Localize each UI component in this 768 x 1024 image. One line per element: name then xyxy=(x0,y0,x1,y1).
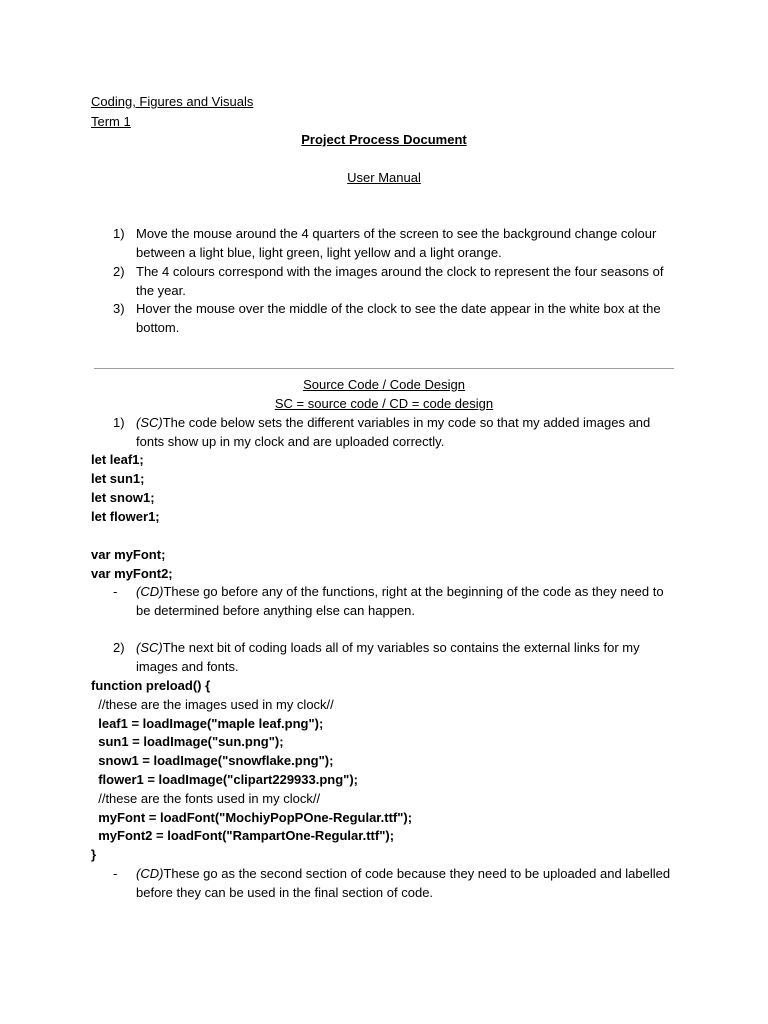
note-body: These go as the second section of code because they need to be uploaded and labelled before they can be used in the final section of code. xyxy=(136,866,671,900)
note-body: These go before any of the functions, right at the beginning of the code as they need to be determined before anything else can happen. xyxy=(136,584,664,618)
code-comment: //these are the fonts used in my clock// xyxy=(91,790,321,806)
step-number: 1) xyxy=(113,415,125,430)
step-text: The 4 colours correspond with the images around the clock to represent the four seasons of the year. xyxy=(136,264,664,298)
step-body: The code below sets the different variables in my code so that my added images and fonts show up in my clock and are uploaded correctly. xyxy=(136,415,651,449)
step-text xyxy=(136,413,681,451)
code-line: myFont = loadFont("MochiyPopPOne-Regular.ttf"); xyxy=(91,809,413,825)
code-line: let snow1; xyxy=(91,490,155,505)
step-body: The next bit of coding loads all of my variables so contains the external links for my images and fonts. xyxy=(136,640,640,674)
term-label: Term 1 xyxy=(91,114,131,129)
code-line: let flower1; xyxy=(91,509,160,524)
note-text xyxy=(136,864,681,902)
code-line: flower1 = loadImage("clipart229933.png"); xyxy=(91,772,358,787)
code-line: sun1 = loadImage("sun.png"); xyxy=(91,734,284,750)
step-number: 2) xyxy=(113,640,125,655)
code-line: var myFont2; xyxy=(91,566,173,581)
bullet-dash: - xyxy=(113,866,118,881)
code-line: snow1 = loadImage("snowflake.png"); xyxy=(91,753,334,769)
user-manual-heading: User Manual xyxy=(347,170,421,185)
step-tag: (SC) xyxy=(136,640,163,655)
code-line: myFont2 = loadFont("RampartOne-Regular.ttf"); xyxy=(91,828,395,844)
note-text xyxy=(136,582,681,620)
step-text xyxy=(136,638,681,676)
code-line: } xyxy=(91,847,97,863)
step-text: Move the mouse around the 4 quarters of the screen to see the background change colour between a light blue, light green, light yellow and a light orange. xyxy=(136,226,657,260)
step-text: Hover the mouse over the middle of the clock to see the date appear in the white box at the bottom. xyxy=(136,301,661,335)
note-tag: (CD) xyxy=(136,866,164,881)
course-name: Coding, Figures and Visuals xyxy=(91,94,254,109)
code-line: var myFont; xyxy=(91,547,166,562)
note-tag: (CD) xyxy=(136,584,164,599)
step-number: 1) xyxy=(113,226,125,241)
code-line: leaf1 = loadImage("maple leaf.png"); xyxy=(91,715,324,731)
horizontal-divider xyxy=(94,368,674,369)
code-comment: //these are the images used in my clock// xyxy=(91,696,334,712)
document-title: Project Process Document xyxy=(301,132,467,147)
step-number: 2) xyxy=(113,264,125,279)
code-line: let sun1; xyxy=(91,471,145,486)
step-number: 3) xyxy=(113,301,125,316)
step-tag: (SC) xyxy=(136,415,163,430)
source-code-heading: Source Code / Code Design xyxy=(303,377,465,392)
bullet-dash: - xyxy=(113,584,118,599)
code-line: let leaf1; xyxy=(91,452,144,467)
legend-line: SC = source code / CD = code design xyxy=(274,396,494,411)
code-line: function preload() { xyxy=(91,678,211,693)
